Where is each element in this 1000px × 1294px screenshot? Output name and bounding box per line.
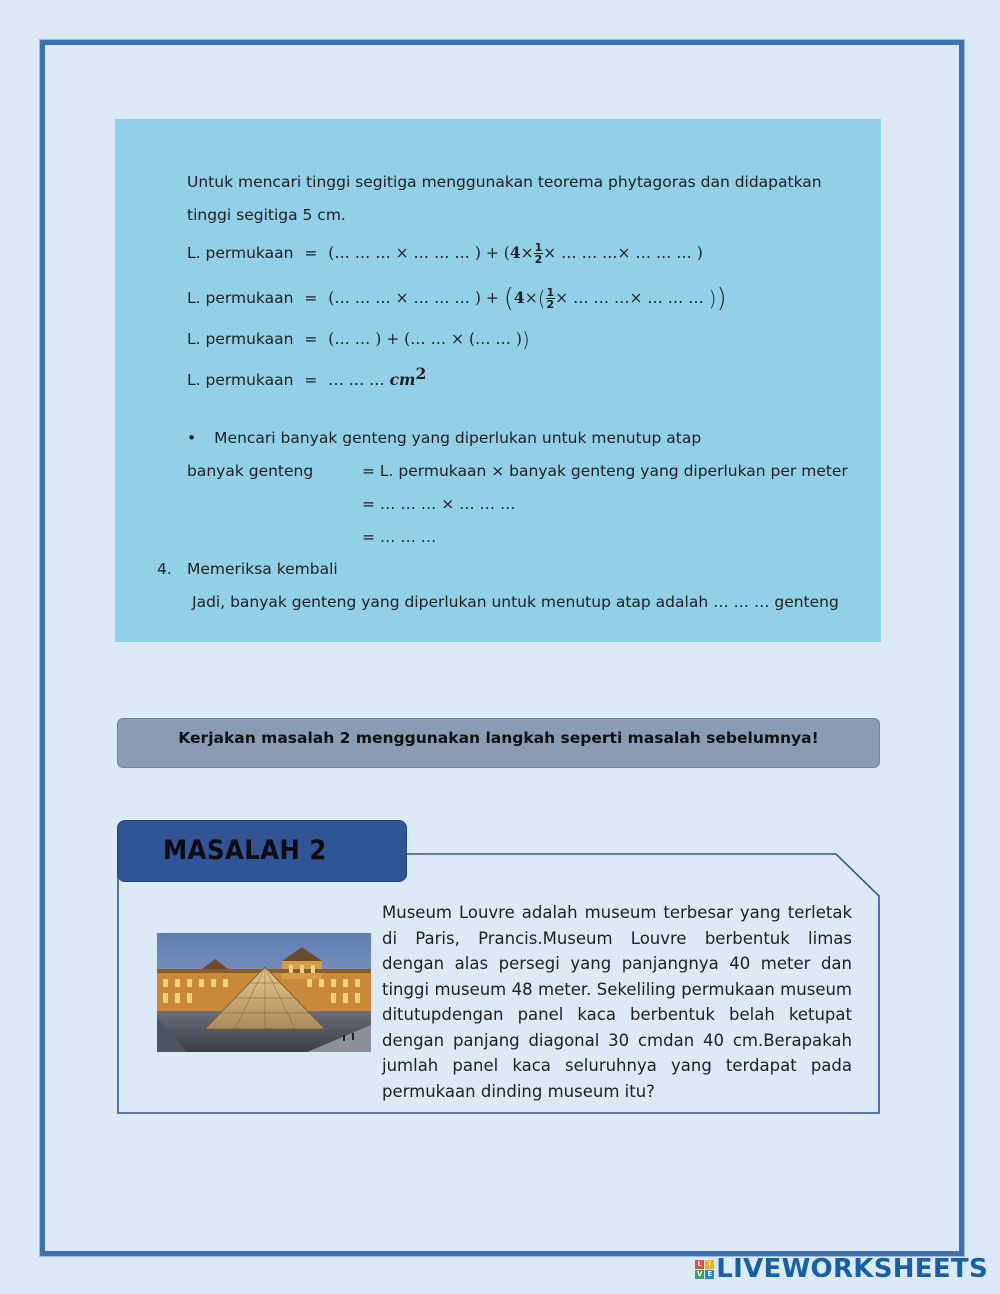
frac-num: 1	[534, 241, 543, 254]
eq2-close-med: )	[708, 286, 717, 311]
eq1-open: (	[503, 244, 510, 262]
louvre-photo	[157, 933, 371, 1052]
eq4-exponent: 2	[415, 364, 427, 383]
genteng-step-3[interactable]: = … … …	[362, 528, 437, 546]
eq-sep: =	[304, 330, 318, 348]
eq-label: L. permukaan	[187, 371, 294, 390]
eq1-four: 4	[509, 243, 521, 262]
brand-name: LIVEWORKSHEETS	[716, 1254, 988, 1284]
eq4-blank[interactable]: … … …	[328, 371, 385, 390]
louvre-illustration	[157, 933, 371, 1052]
brand-logo-icon	[695, 1260, 714, 1279]
eq2-half-fraction	[546, 287, 556, 310]
eq1-blank-area[interactable]: (… … … × … … … )	[328, 244, 481, 262]
eq-sep: =	[304, 244, 318, 262]
eq2-open-big: (	[503, 283, 514, 314]
liveworksheets-brand[interactable]	[695, 1253, 988, 1285]
eq-sep: =	[304, 371, 318, 390]
equation-1	[187, 242, 703, 265]
frac-den: 2	[546, 298, 555, 311]
intro-line-2: tinggi segitiga 5 cm.	[187, 206, 346, 224]
equation-4	[187, 364, 426, 389]
eq1-plus: +	[485, 244, 499, 262]
problem-title-tab	[117, 820, 407, 882]
problem-text: Museum Louvre adalah museum terbesar yang terletak di Paris, Prancis.Museum Louvre berbentuk limas dengan alas persegi yang panjangnya 40 meter dan tinggi museum 48 meter. Sekeliling permukaan museum ditutupdengan panel kaca berbentuk belah ketupat dengan panjang diagonal 30 cmdan 40 cm.Berapakah jumlah panel kaca seluruhnya yang terdapat pada permukaan dinding museum itu?	[382, 903, 852, 1101]
logo-tile-i: I	[705, 1260, 714, 1269]
eq1-times: ×	[520, 244, 534, 262]
bullet-dot: •	[187, 429, 197, 447]
step-number: 4.	[157, 560, 172, 578]
eq2-plus: +	[485, 289, 499, 307]
eq2-open-med: (	[537, 286, 546, 311]
problem-title: MASALAH 2	[163, 835, 327, 866]
genteng-label: banyak genteng	[187, 462, 314, 480]
eq3-plus: +	[386, 330, 400, 348]
eq1-blank-triangle[interactable]: × … … …× … … … )	[543, 244, 703, 262]
logo-tile-v: V	[697, 1269, 703, 1278]
bullet-line	[187, 429, 701, 447]
conclusion-line[interactable]: Jadi, banyak genteng yang diperlukan untuk menutup atap adalah … … … genteng	[192, 593, 839, 611]
eq-sep: =	[304, 289, 318, 307]
eq3-blank-1[interactable]: (… … )	[328, 330, 382, 348]
eq-label: L. permukaan	[187, 330, 294, 348]
genteng-formula: = L. permukaan × banyak genteng yang diperlukan per meter	[362, 462, 848, 480]
eq3-close: )	[521, 327, 530, 352]
equation-2	[187, 283, 727, 314]
equation-3	[187, 327, 530, 352]
instruction-bar: Kerjakan masalah 2 menggunakan langkah seperti masalah sebelumnya!	[117, 718, 880, 768]
eq-label: L. permukaan	[187, 244, 294, 262]
step-title: Memeriksa kembali	[187, 560, 338, 578]
eq3-blank-2[interactable]: (… … × (… … )	[404, 330, 522, 348]
eq2-blank-triangle[interactable]: × … … …× … … …	[555, 289, 709, 307]
frac-den: 2	[534, 253, 543, 266]
eq2-blank-area[interactable]: (… … … × … … … )	[328, 289, 481, 307]
eq4-unit: cm	[389, 370, 416, 390]
eq2-times: ×	[524, 289, 538, 307]
bullet-text: Mencari banyak genteng yang diperlukan untuk menutup atap	[214, 429, 702, 447]
eq1-half-fraction	[534, 242, 544, 265]
eq2-close-big: )	[716, 283, 727, 314]
frac-num: 1	[546, 286, 555, 299]
eq-label: L. permukaan	[187, 289, 294, 307]
logo-tile-l: L	[695, 1260, 704, 1269]
eq2-four: 4	[513, 288, 525, 307]
genteng-step-2[interactable]: = … … … × … … …	[362, 495, 516, 513]
logo-tile-e: E	[705, 1270, 714, 1279]
intro-line-1: Untuk mencari tinggi segitiga menggunakan teorema phytagoras dan didapatkan	[187, 173, 822, 191]
